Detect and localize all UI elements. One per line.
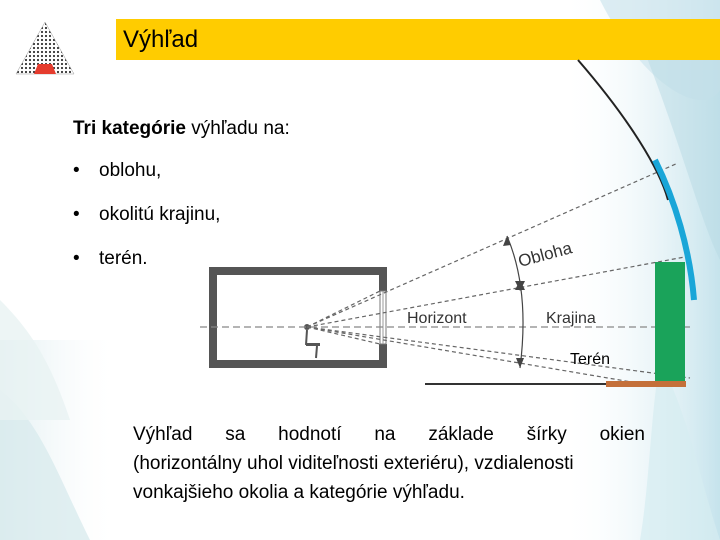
outer-arc bbox=[578, 60, 668, 200]
caption-line: (horizontálny uhol viditeľnosti exteriéru), vzdialenosti bbox=[133, 453, 574, 474]
label-obloha: Obloha bbox=[516, 238, 574, 271]
page-title: Výhľad bbox=[123, 26, 199, 53]
bullet-label: oblohu, bbox=[99, 160, 162, 181]
bullet-marker: • bbox=[73, 160, 80, 181]
bullet-marker: • bbox=[73, 248, 80, 269]
label-krajina: Krajina bbox=[546, 310, 596, 327]
intro-rest: výhľadu na: bbox=[186, 118, 290, 139]
intro-bold: Tri kategórie bbox=[73, 118, 186, 139]
caption-line: vonkajšieho okolia a kategórie výhľadu. bbox=[133, 482, 465, 503]
caption-text bbox=[133, 420, 645, 507]
bullet-marker: • bbox=[73, 204, 80, 225]
bullet-label: terén. bbox=[99, 248, 148, 269]
room-section bbox=[209, 267, 387, 368]
caption-line: Výhľad sa hodnotí na základe šírky okien bbox=[133, 424, 645, 445]
terrain-bar bbox=[606, 381, 686, 387]
bullet-label: okolitú krajinu, bbox=[99, 204, 221, 225]
label-teren: Terén bbox=[570, 351, 611, 368]
label-horizont: Horizont bbox=[407, 310, 467, 327]
landscape-bar bbox=[655, 262, 685, 383]
